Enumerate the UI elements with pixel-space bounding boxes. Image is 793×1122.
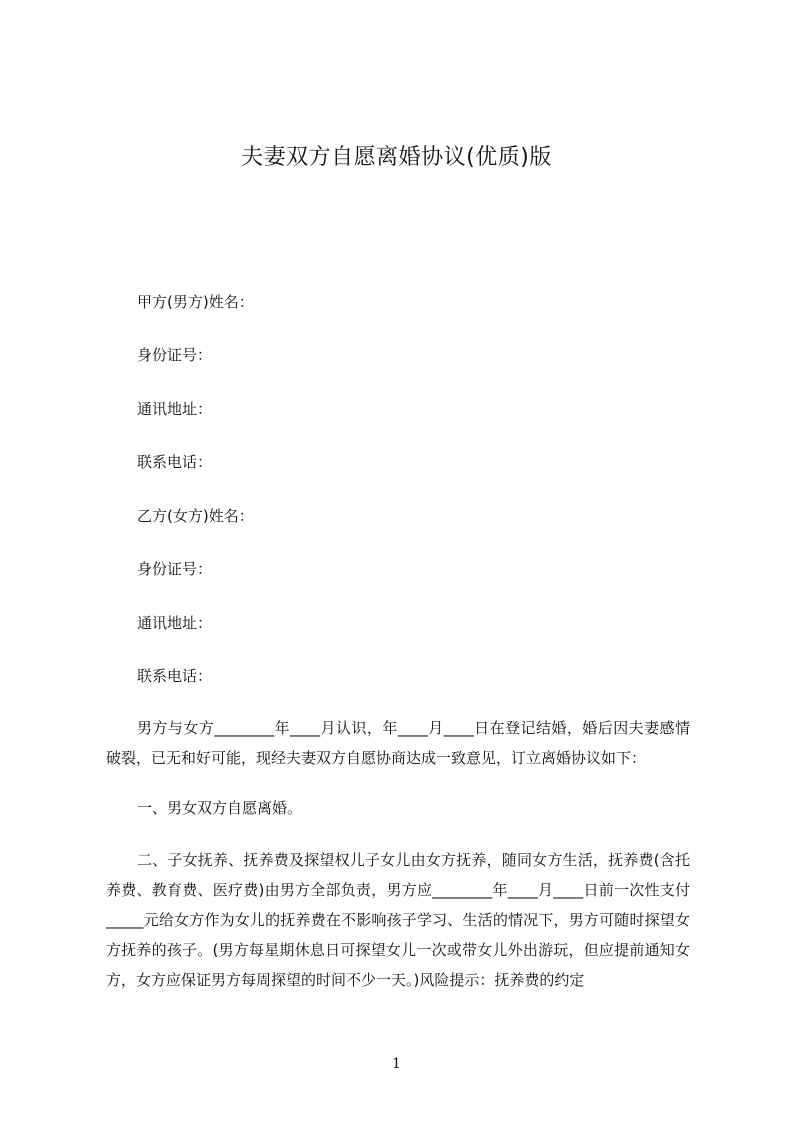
party-b-phone-label: 联系电话： [137, 667, 213, 685]
party-b-address-label: 通讯地址： [137, 614, 213, 632]
clause-2-paragraph [106, 845, 690, 995]
party-a-id-label: 身份证号： [137, 346, 213, 364]
party-a-address-label: 通讯地址： [137, 400, 213, 418]
party-a-phone-label: 联系电话： [137, 453, 213, 471]
party-b-id-label: 身份证号： [137, 560, 213, 578]
clause-2-text: 二、子女抚养、抚养费及探望权儿子女儿由女方抚养，随同女方生活，抚养费(含托养费、教育费、医疗费)由男方全部负责，男方应________年____月____日前一次性支付_____元给女方作为女儿的抚养费在不影响孩子学习、生活的情况下，男方可随时探望女方抚养的孩子。(男方每星期休息日可探望女儿一次或带女儿外出游玩，但应提前通知女方，女方应保证男方每周探望的时间不少一天。)风险提示：抚养费的约定 [106, 851, 690, 989]
document-title: 夫妻双方自愿离婚协议(优质)版 [241, 145, 552, 170]
party-a-name-label: 甲方(男方)姓名： [137, 293, 254, 311]
clause-1: 一、男女双方自愿离婚。 [137, 799, 303, 817]
intro-paragraph-text: 男方与女方________年____月认识，年____月____日在登记结婚，婚后因夫妻感情破裂，已无和好可能，现经夫妻双方自愿协商达成一致意见，订立离婚协议如下： [106, 719, 690, 767]
party-b-name-label: 乙方(女方)姓名： [137, 507, 254, 525]
intro-paragraph [106, 713, 690, 773]
page-number: 1 [392, 1056, 401, 1072]
